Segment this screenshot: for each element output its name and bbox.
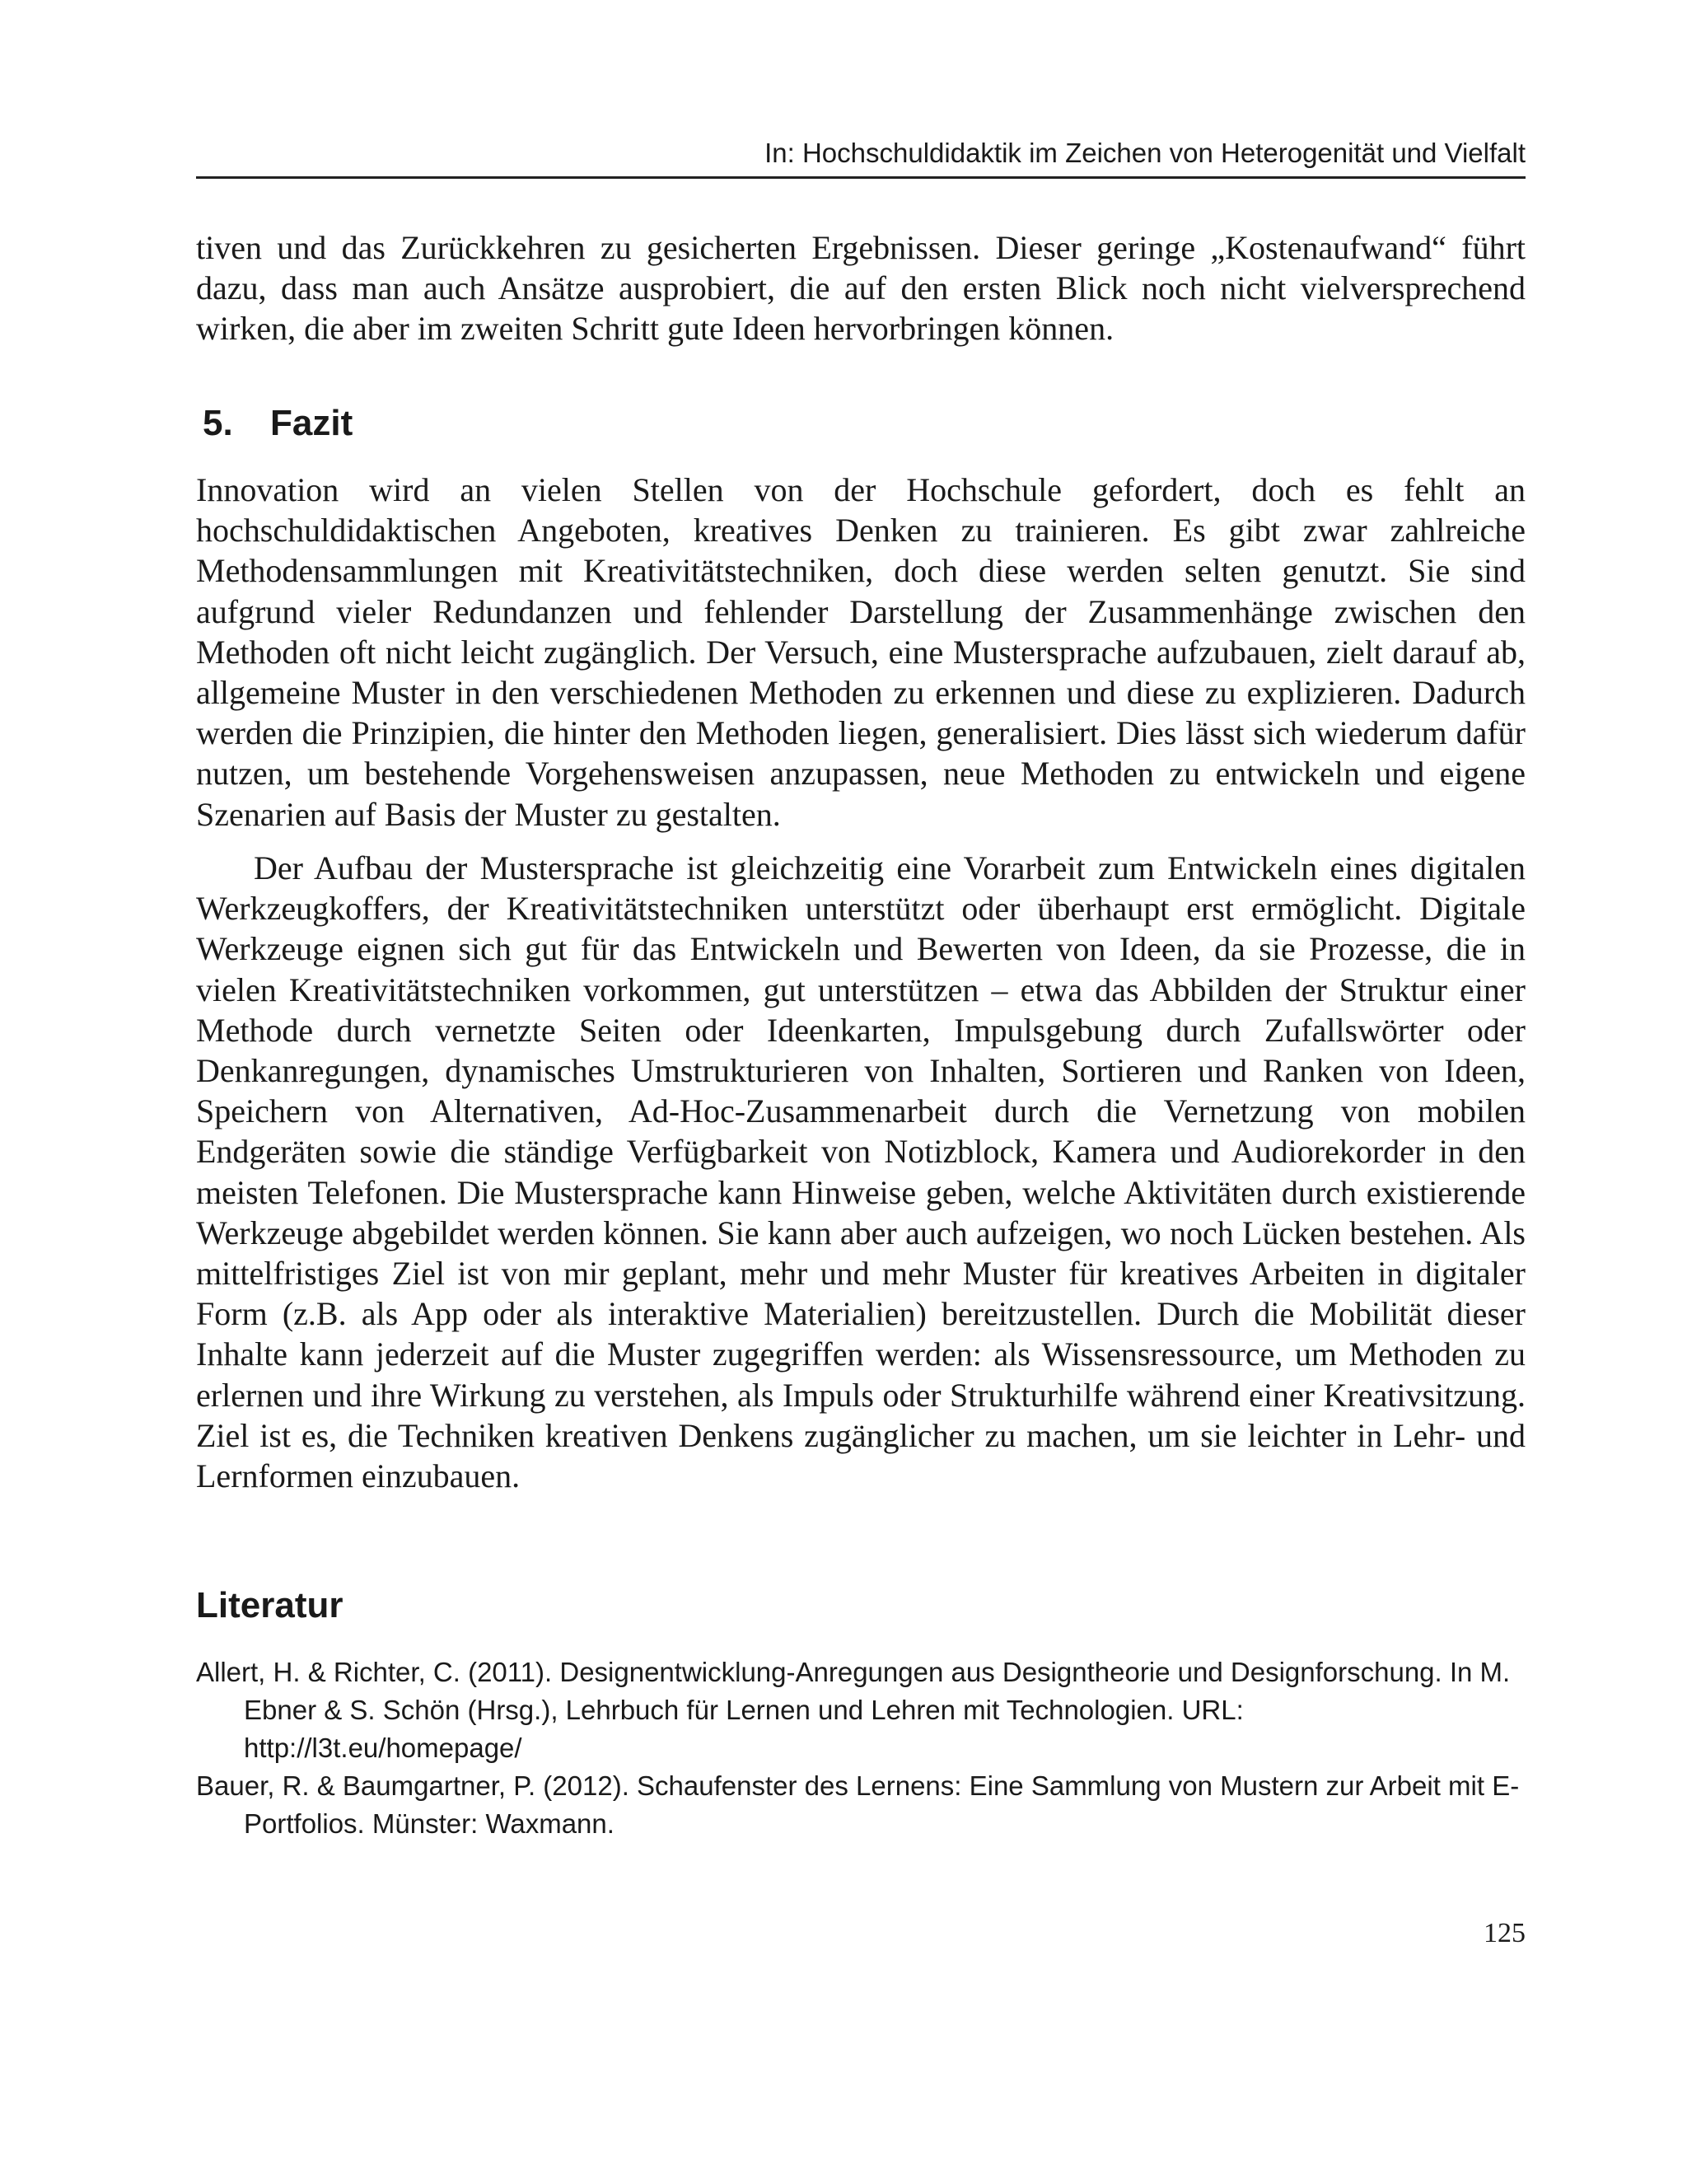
section-number: 5.	[203, 403, 233, 443]
fazit-paragraph: Innovation wird an vielen Stellen von der Hochschule gefordert, doch es fehlt an hochschuldidaktischen Angeboten, kreatives Denken zu trainieren. Es gibt zwar zahlreiche Methodensammlungen mit Kreativitätstechniken, doch diese werden selten genutzt. Sie sind aufgrund vieler Redundanzen und fehlender Darstellung der Zusammenhänge zwischen den Methoden oft nicht leicht zugänglich. Der Versuch, eine Mustersprache aufzubauen, zielt darauf ab, allgemeine Muster in den verschiedenen Methoden zu erkennen und diese zu explizieren. Dadurch werden die Prinzipien, die hinter den Methoden liegen, generalisiert. Dies lässt sich wiederum dafür nutzen, um bestehende Vorgehensweisen anzupassen, neue Methoden zu entwickeln und eigene Szenarien auf Basis der Muster zu gestalten.	[196, 471, 1526, 833]
section-title: Fazit	[270, 403, 353, 443]
reference-item: Allert, H. & Richter, C. (2011). Designentwicklung-Anregungen aus Designtheorie und Designforschung. In M. Ebner & S. Schön (Hrsg.), Lehrbuch für Lernen und Lehren mit Technologien. URL: http://l3t.eu/homepage/	[196, 1657, 1511, 1763]
running-header-title: In: Hochschuldidaktik im Zeichen von Heterogenität und Vielfalt	[764, 138, 1526, 168]
reference-item: Bauer, R. & Baumgartner, P. (2012). Schaufenster des Lernens: Eine Sammlung von Mustern zur Arbeit mit E-Portfolios. Münster: Waxmann.	[196, 1770, 1520, 1839]
reference-list	[196, 1653, 1526, 1843]
running-header	[196, 137, 1526, 179]
literature-heading: Literatur	[196, 1585, 343, 1625]
section-heading	[203, 400, 353, 447]
page-number: 125	[1484, 1918, 1526, 1948]
intro-paragraph: tiven und das Zurückkehren zu gesicherten Ergebnissen. Dieser geringe „Kostenaufwand“ führt dazu, dass man auch Ansätze ausprobiert, die auf den ersten Blick noch nicht vielversprechend wirken, die aber im zweiten Schritt gute Ideen hervorbringen können.	[196, 229, 1526, 348]
fazit-paragraph: Der Aufbau der Mustersprache ist gleichzeitig eine Vorarbeit zum Entwickeln eines digitalen Werkzeugkoffers, der Kreativitätstechniken unterstützt oder überhaupt erst ermöglicht. Digitale Werkzeuge eignen sich gut für das Entwickeln und Bewerten von Ideen, da sie Prozesse, die in vielen Kreativitätstechniken vorkommen, gut unterstützen – etwa das Abbilden der Struktur einer Methode durch vernetzte Seiten oder Ideenkarten, Impulsgebung durch Zufallswörter oder Denkanregungen, dynamisches Umstrukturieren von Inhalten, Sortieren und Ranken von Ideen, Speichern von Alternativen, Ad-Hoc-Zusammenarbeit durch die Vernetzung von mobilen Endgeräten sowie die ständige Verfügbarkeit von Notizblock, Kamera und Audiorekorder in den meisten Telefonen. Die Mustersprache kann Hinweise geben, welche Aktivitäten durch existierende Werkzeuge abgebildet werden können. Sie kann aber auch aufzeigen, wo noch Lücken bestehen. Als mittelfristiges Ziel ist von mir geplant, mehr und mehr Muster für kreatives Arbeiten in digitaler Form (z.B. als App oder als interaktive Materialien) bereitzustellen. Durch die Mobilität dieser Inhalte kann jederzeit auf die Muster zugegriffen werden: als Wissensressource, um Methoden zu erlernen und ihre Wirkung zu verstehen, als Impuls oder Strukturhilfe während einer Kreativsitzung. Ziel ist es, die Techniken kreativen Denkens zugänglicher zu machen, um sie leichter in Lehr- und Lernformen einzubauen.	[196, 849, 1526, 1495]
